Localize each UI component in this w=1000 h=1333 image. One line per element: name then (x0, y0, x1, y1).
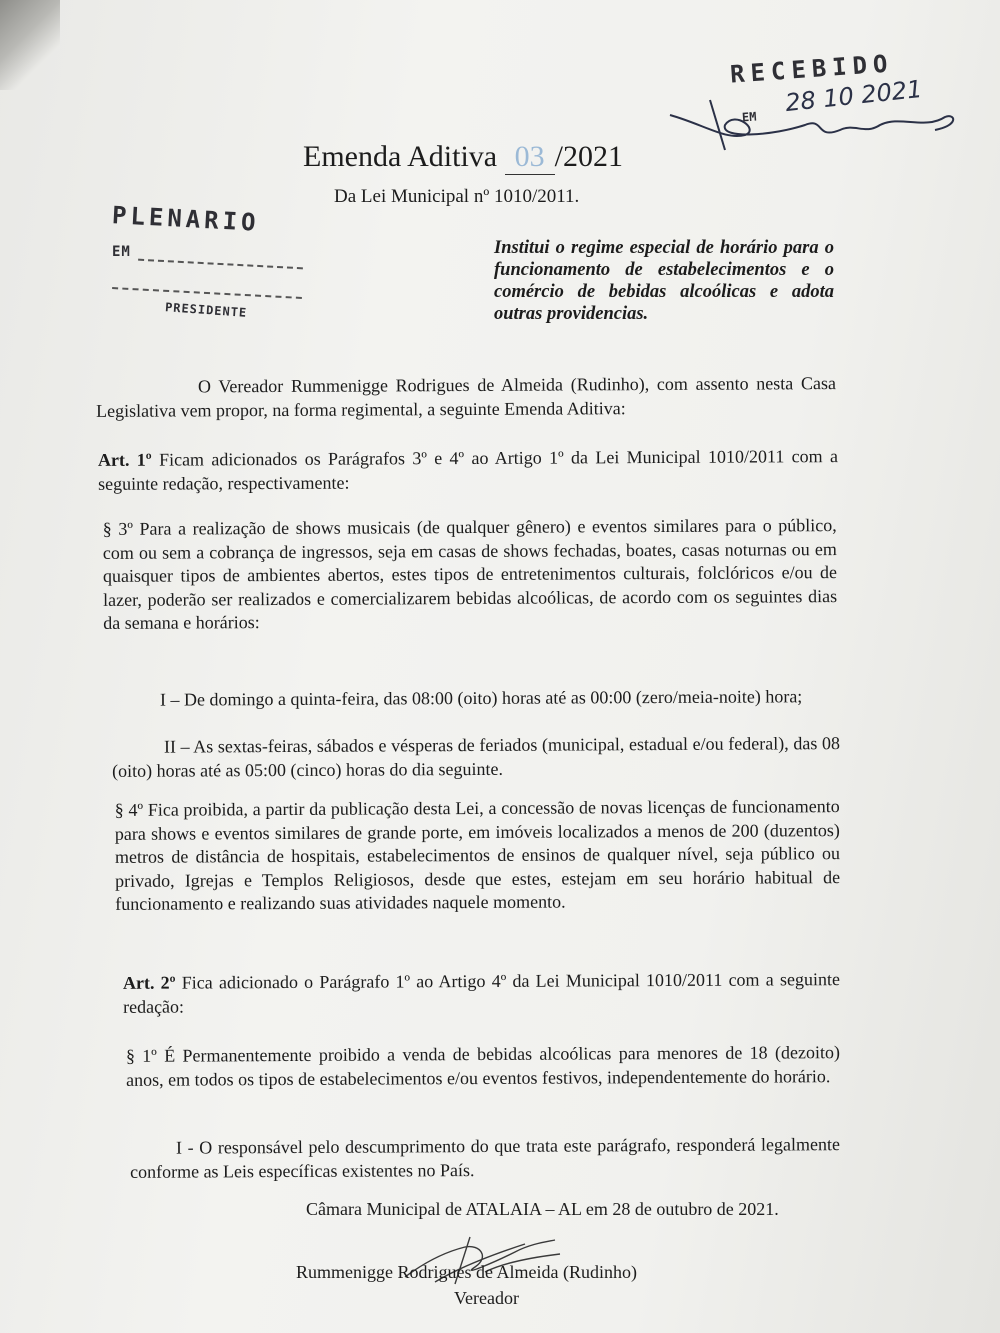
title-prefix: Emenda Aditiva (303, 140, 498, 173)
article-1-label: Art. 1º (97, 449, 152, 470)
plenario-date-line (138, 259, 303, 270)
paragraph-1: § 1º É Permanentemente proibido a venda de bebidas alcoólicas para menores de 18 (dezoito) anos, em todos os tipos de estabelecimentos e/ou eventos festivos, independentemente do horário. (125, 1042, 840, 1090)
article-2-label: Art. 2º (122, 972, 176, 993)
plenario-em-label: EM (112, 244, 131, 260)
document-title (303, 140, 623, 175)
document-subtitle: Da Lei Municipal nº 1010/2011. (334, 186, 580, 207)
page-corner-shadow (0, 0, 60, 90)
article-2 (123, 968, 840, 1019)
inciso-2: II – As sextas-feiras, sábados e vésperas de feriados (municipal, estadual e/ou federal), das 08 (oito) horas até as 05:00 (cinco) horas do dia seguinte. (112, 733, 840, 781)
paragraph-4: § 4º Fica proibida, a partir da publicação desta Lei, a concessão de novas licenças de funcionamento para shows e eventos similares de grande porte, em imóveis localizados a menos de 200 (duzentos) metros de distância de hospitais, estabelecimentos de ensinos de qualquer nível, seja público ou privado, Igrejas e Templos Religiosos, desde que estes, estejam em seu horário habitual de funcionamento e realizando suas atividades naquele momento. (114, 796, 841, 914)
intro-paragraph: O Vereador Rummenigge Rodrigues de Almeida (Rudinho), com assento nesta Casa Legislativa vem propor, na forma regimental, a seguinte Emenda Aditiva: (96, 373, 836, 421)
article-1 (98, 445, 838, 496)
ementa: Institui o regime especial de horário para o funcionamento de estabelecimentos e o comércio de bebidas alcoólicas e adota outras providencias. (494, 238, 834, 324)
inciso-1: I – De domingo a quinta-feira, das 08:00 (oito) horas até as 00:00 (zero/meia-noite) hora; (159, 686, 803, 710)
article-2-text: Fica adicionado o Parágrafo 1º ao Artigo 4º da Lei Municipal 1010/2011 com a seguinte redação: (123, 969, 840, 1017)
plenario-presidente-label: PRESIDENTE (164, 300, 248, 320)
title-number: 03 (505, 140, 555, 175)
signer-role: Vereador (454, 1288, 519, 1308)
recebido-em-label: EM (741, 109, 757, 125)
article-1-text: Ficam adicionados os Parágrafos 3º e 4º ao Artigo 1º da Lei Municipal 1010/2011 com a seguinte redação, respectivamente: (98, 446, 838, 494)
recebido-stamp: RECEBIDO (729, 49, 895, 89)
signer-name: Rummenigge Rodrigues de Almeida (Rudinho) (296, 1262, 637, 1282)
title-suffix: /2021 (554, 140, 623, 173)
paragraph-3: § 3º Para a realização de shows musicais (de qualquer gênero) e eventos similares para o público, com ou sem a cobrança de ingressos, seja em casas de shows fechadas, boates, casas noturnas ou em quaisquer tipos de ambientes abertos, estes tipos de entretenimentos culturais, folclóricos e/ou de lazer, poderão ser realizados e comercializarem bebidas alcoólicas, de acordo com os seguintes dias da semana e horários: (102, 515, 838, 633)
recebido-handwritten-date: 28 10 2021 (783, 74, 924, 118)
inciso-i: I - O responsável pelo descumprimento do que trata este parágrafo, responderá legalmente conforme as Leis específicas existentes no País. (130, 1134, 840, 1182)
plenario-signature-line (112, 287, 302, 299)
plenario-stamp: PLENARIO (111, 201, 261, 237)
recebido-signature-icon (665, 95, 965, 155)
closing-line: Câmara Municipal de ATALAIA – AL em 28 de outubro de 2021. (306, 1199, 779, 1219)
